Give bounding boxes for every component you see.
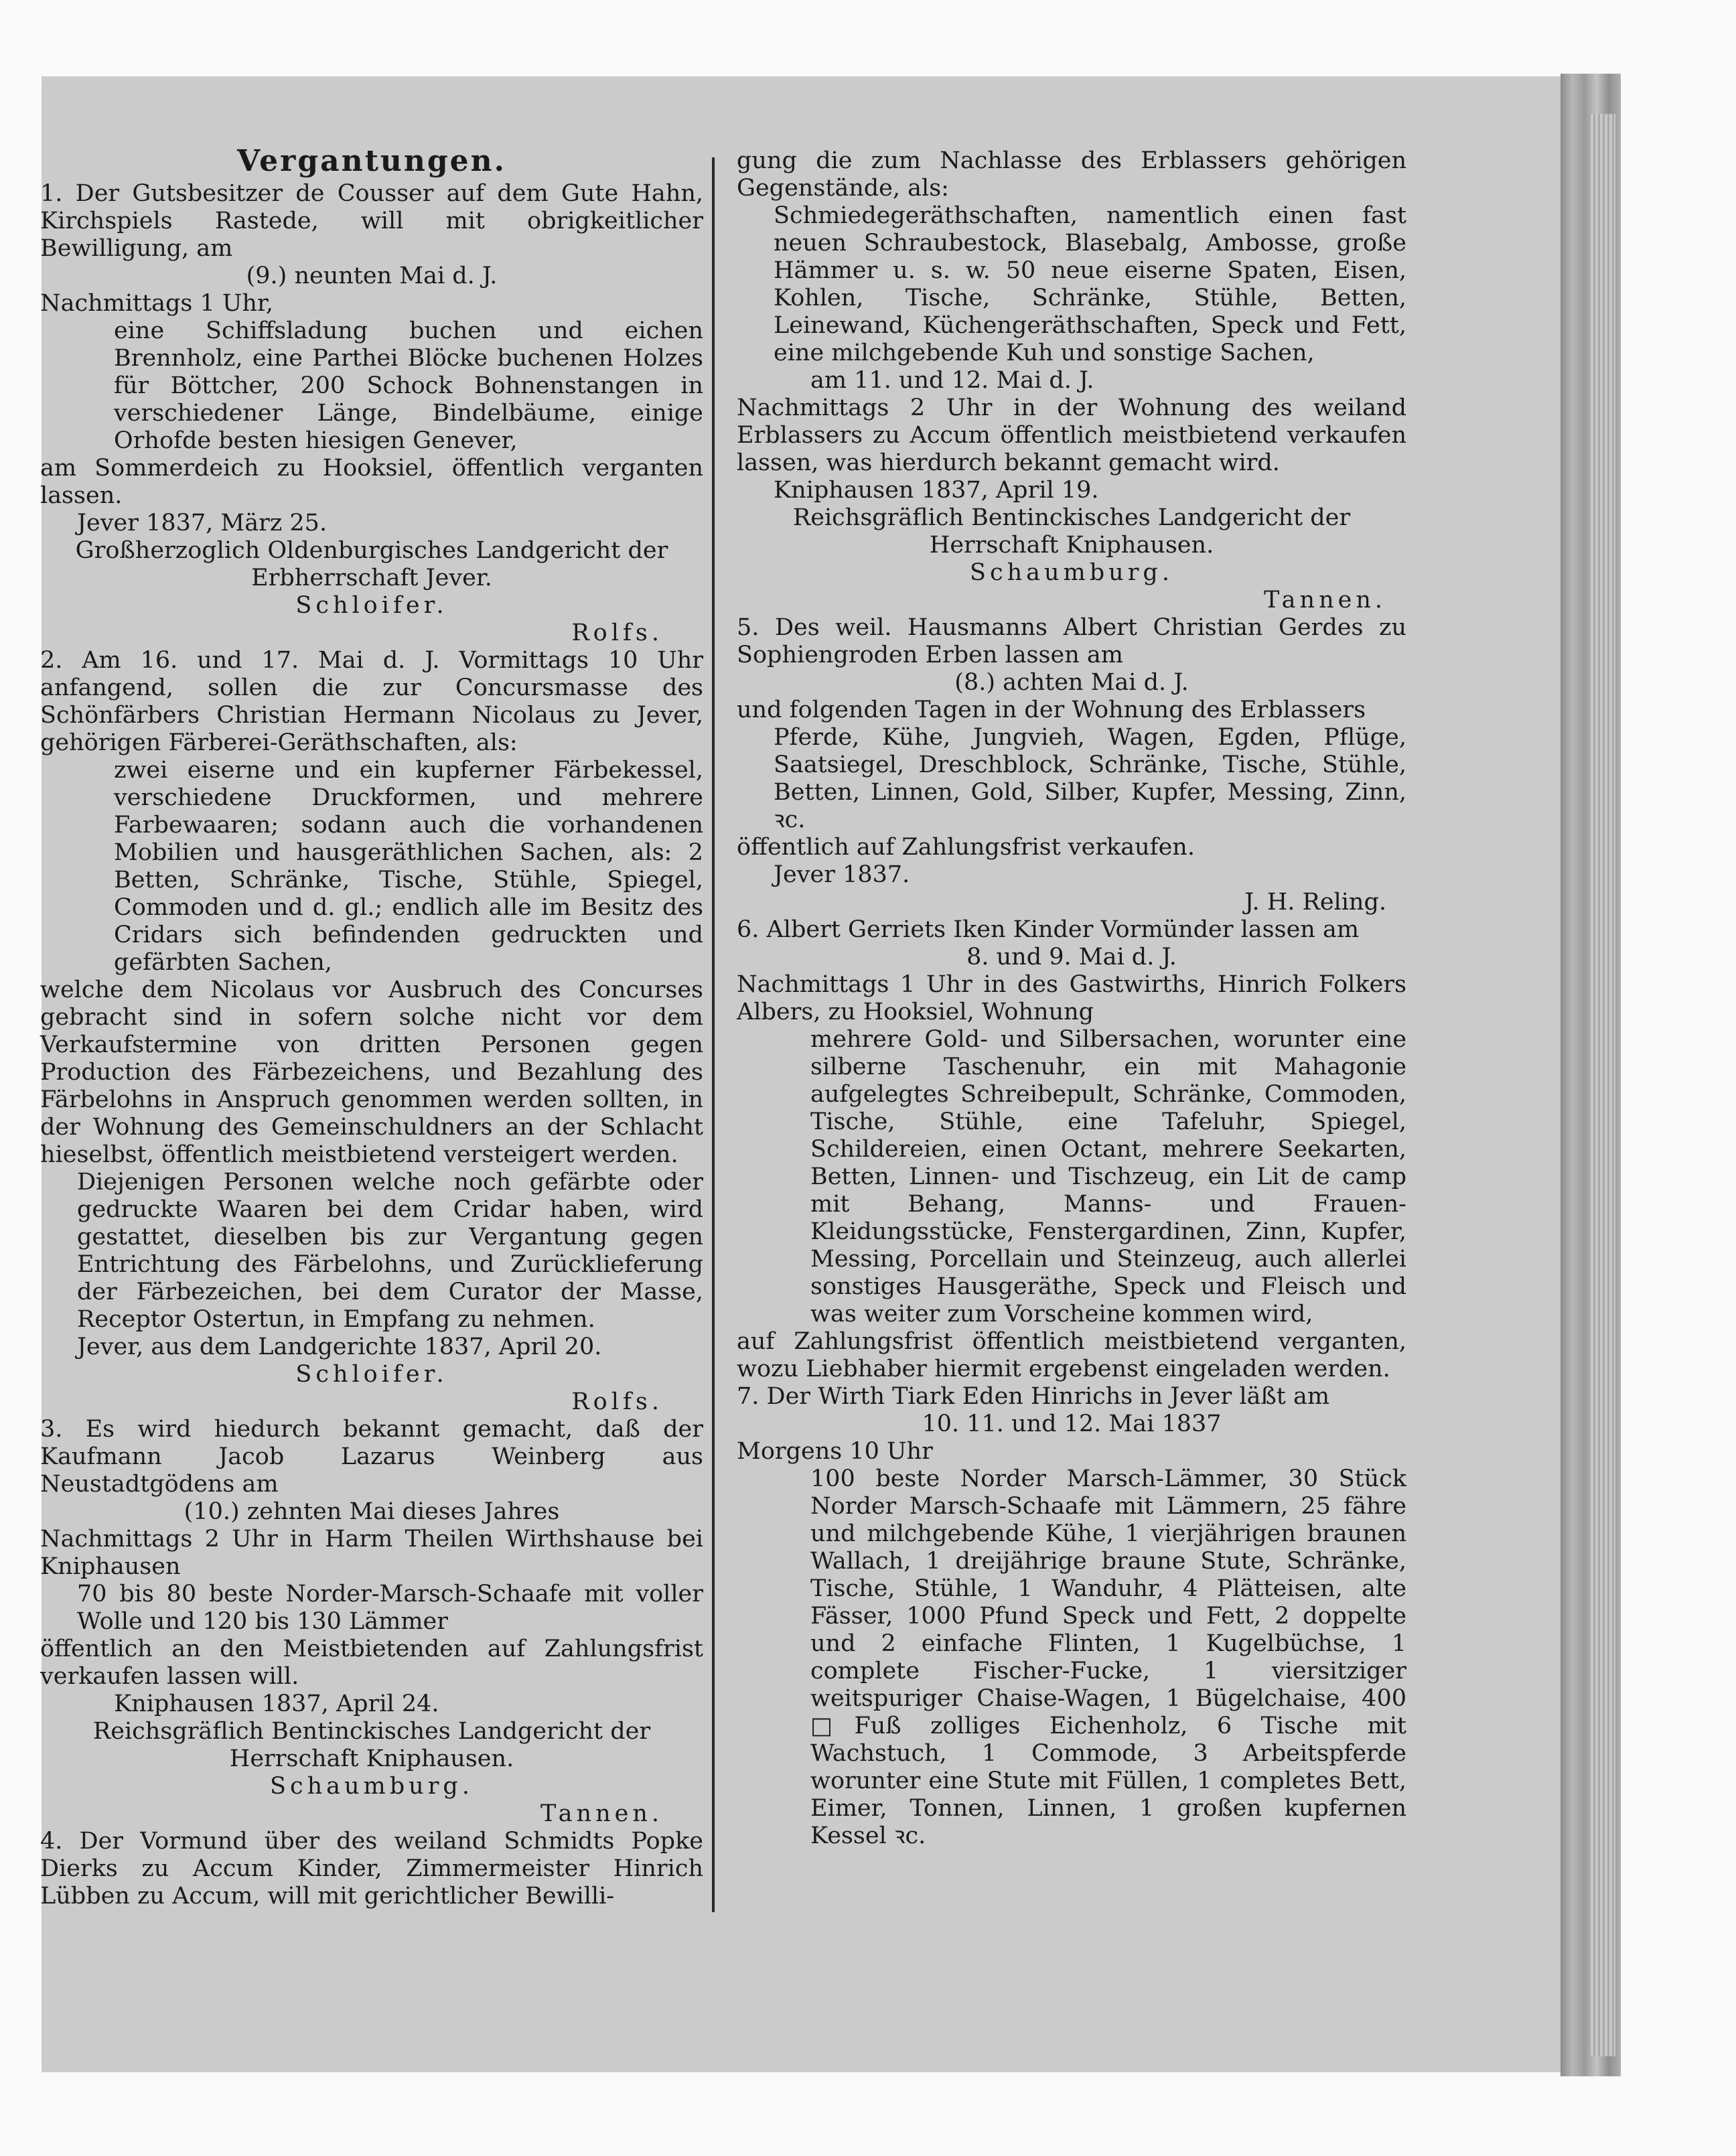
left-column-body: [40, 180, 703, 1910]
right-paragraph: J. H. Reling.: [1244, 889, 1386, 916]
left-paragraph: Diejenigen Personen welche noch gefärbte oder gedruckte Waaren bei dem Cridar haben, wird gestattet, dieselben bis zur Vergantung gegen Entrichtung des Färbelohns, und Zurücklieferung der Färbezeichen, bei dem Curator der Masse, Receptor Ostertun, in Empfang zu nehmen.: [77, 1169, 703, 1333]
page-stack-edge: [1589, 114, 1615, 2056]
left-paragraph: eine Schiffsladung buchen und eichen Brennholz, eine Parthei Blöcke buchenen Holzes für Böttcher, 200 Schock Bohnenstangen in verschiedener Länge, Bindelbäume, einige Orhofde besten hiesigen Genever,: [114, 317, 703, 454]
left-paragraph: Schloifer.: [295, 1361, 448, 1388]
right-paragraph: mehrere Gold- und Silbersachen, worunter eine silberne Taschenuhr, ein mit Mahagonie aufgelegtes Schreibepult, Schränke, Commoden, Tische, Stühle, eine Tafeluhr, Spiegel, Schildereien, einen Octant, mehrere Seekarten, Betten, Linnen- und Tischzeug, ein Lit de camp mit Behang, Manns- und Frauen-Kleidungsstücke, Fenstergardinen, Zinn, Kupfer, Messing, Porcellain und Steinzeug, auch allerlei sonstiges Hausgeräthe, Speck und Fleisch und was weiter zum Vorscheine kommen wird,: [810, 1026, 1406, 1327]
left-paragraph: Nachmittags 1 Uhr,: [40, 290, 273, 317]
left-paragraph: Rolfs.: [571, 620, 663, 646]
right-paragraph: Schaumburg.: [970, 559, 1173, 586]
right-column-body: [737, 147, 1406, 1850]
left-paragraph: 2. Am 16. und 17. Mai d. J. Vormittags 10 Uhr anfangend, sollen die zur Concursmasse des Schönfärbers Christian Hermann Nicolaus zu Jever, gehörigen Färberei-Geräthschaften, als:: [40, 647, 703, 756]
left-paragraph: 70 bis 80 beste Norder-Marsch-Schaafe mit voller Wolle und 120 bis 130 Lämmer: [77, 1581, 703, 1635]
column-rule: [712, 157, 715, 1912]
right-paragraph: (8.) achten Mai d. J.: [954, 669, 1189, 696]
right-paragraph: Nachmittags 1 Uhr in des Gastwirths, Hinrich Folkers Albers, zu Hooksiel, Wohnung: [737, 971, 1406, 1025]
left-paragraph: Tannen.: [540, 1800, 663, 1827]
right-paragraph: 7. Der Wirth Tiark Eden Hinrichs in Jever läßt am: [737, 1383, 1330, 1410]
left-paragraph: Jever, aus dem Landgerichte 1837, April 20.: [77, 1334, 602, 1360]
left-paragraph: 4. Der Vormund über des weiland Schmidts Popke Dierks zu Accum Kinder, Zimmermeister Hinrich Lübben zu Accum, will mit gerichtlicher Bewilli-: [40, 1828, 703, 1910]
left-paragraph: 1. Der Gutsbesitzer de Cousser auf dem Gute Hahn, Kirchspiels Rastede, will mit obrigkeitlicher Bewilligung, am: [40, 180, 703, 262]
right-paragraph: und folgenden Tagen in der Wohnung des Erblassers: [737, 697, 1366, 723]
left-paragraph: Jever 1837, März 25.: [77, 510, 328, 536]
right-paragraph: Pferde, Kühe, Jungvieh, Wagen, Egden, Pflüge, Saatsiegel, Dreschblock, Schränke, Tische, Stühle, Betten, Linnen, Gold, Silber, Kupfer, Messing, Zinn, ꝛc.: [774, 724, 1406, 833]
right-paragraph: Morgens 10 Uhr: [737, 1438, 933, 1465]
left-paragraph: welche dem Nicolaus vor Ausbruch des Concurses gebracht sind in sofern solche nicht vor dem Verkaufstermine von dritten Personen gegen Production des Färbezeichens, und Bezahlung des Färbelohns in Anspruch genommen werden sollten, in der Wohnung des Gemeinschuldners an der Schlacht hieselbst, öffentlich meistbietend versteigert werden.: [40, 977, 703, 1168]
right-paragraph: 10. 11. und 12. Mai 1837: [922, 1411, 1222, 1437]
right-paragraph: auf Zahlungsfrist öffentlich meistbietend verganten, wozu Liebhaber hiermit ergebenst eingeladen werden.: [737, 1328, 1406, 1382]
left-paragraph: zwei eiserne und ein kupferner Färbekessel, verschiedene Druckformen, und mehrere Farbewaaren; sodann auch die vorhandenen Mobilien und hausgeräthlichen Sachen, als: 2 Betten, Schränke, Tische, Stühle, Spiegel, Commoden und d. gl.; endlich alle im Besitz des Cridars sich befindenden gedruckten und gefärbten Sachen,: [114, 757, 703, 976]
right-paragraph: öffentlich auf Zahlungsfrist verkaufen.: [737, 834, 1195, 861]
left-paragraph: Schloifer.: [295, 592, 448, 619]
right-paragraph: 100 beste Norder Marsch-Lämmer, 30 Stück Norder Marsch-Schaafe mit Lämmern, 25 fähre und milchgebende Kühe, 1 vierjährigen braunen Wallach, 1 dreijährige braune Stute, Schränke, Tische, Stühle, 1 Wanduhr, 4 Plätteisen, alte Fässer, 1000 Pfund Speck und Fett, 2 doppelte und 2 einfache Flinten, 1 Kugelbüchse, 1 complete Fischer-Fucke, 1 viersitziger weitspuriger Chaise-Wagen, 1 Bügelchaise, 400 □Fuß zolliges Eichenholz, 6 Tische mit Wachstuch, 1 Commode, 3 Arbeitspferde worunter eine Stute mit Füllen, 1 completes Bett, Eimer, Tonnen, Linnen, 1 großen kupfernen Kessel ꝛc.: [810, 1465, 1406, 1849]
right-paragraph: Jever 1837.: [774, 861, 910, 888]
right-paragraph: 8. und 9. Mai d. J.: [966, 944, 1177, 971]
right-paragraph: Kniphausen 1837, April 19.: [774, 477, 1099, 504]
right-paragraph: Reichsgräflich Bentinckisches Landgericht der Herrschaft Kniphausen.: [792, 504, 1351, 559]
left-paragraph: Rolfs.: [571, 1388, 663, 1415]
right-column: [737, 147, 1406, 1850]
right-paragraph: 5. Des weil. Hausmanns Albert Christian Gerdes zu Sophiengroden Erben lassen am: [737, 614, 1406, 668]
left-paragraph: Nachmittags 2 Uhr in Harm Theilen Wirthshause bei Kniphausen: [40, 1526, 703, 1580]
left-paragraph: Reichsgräflich Bentinckisches Landgericht der Herrschaft Kniphausen.: [92, 1718, 651, 1772]
right-paragraph: Tannen.: [1264, 587, 1386, 614]
section-heading: Vergantungen.: [237, 144, 506, 178]
left-paragraph: Schaumburg.: [270, 1773, 474, 1800]
left-paragraph: Kniphausen 1837, April 24.: [114, 1691, 439, 1717]
left-paragraph: öffentlich an den Meistbietenden auf Zahlungsfrist verkaufen lassen will.: [40, 1636, 703, 1690]
left-paragraph: 3. Es wird hiedurch bekannt gemacht, daß der Kaufmann Jacob Lazarus Weinberg aus Neustadtgödens am: [40, 1416, 703, 1498]
left-column: [40, 144, 703, 1910]
left-paragraph: Großherzoglich Oldenburgisches Landgericht der Erbherrschaft Jever.: [75, 537, 668, 591]
right-paragraph: Nachmittags 2 Uhr in der Wohnung des weiland Erblassers zu Accum öffentlich meistbietend verkaufen lassen, was hierdurch bekannt gemacht wird.: [737, 394, 1406, 476]
right-paragraph: Schmiedegeräthschaften, namentlich einen fast neuen Schraubestock, Blasebalg, Ambosse, große Hämmer u. s. w. 50 neue eiserne Spaten, Eisen, Kohlen, Tische, Schränke, Stühle, Betten, Leinewand, Küchengeräthschaften, Speck und Fett, eine milchgebende Kuh und sonstige Sachen,: [774, 202, 1406, 366]
left-paragraph: am Sommerdeich zu Hooksiel, öffentlich verganten lassen.: [40, 455, 703, 509]
right-paragraph: 6. Albert Gerriets Iken Kinder Vormünder lassen am: [737, 916, 1360, 943]
left-paragraph: (10.) zehnten Mai dieses Jahres: [184, 1498, 560, 1525]
right-paragraph: am 11. und 12. Mai d. J.: [810, 367, 1094, 394]
right-paragraph: gung die zum Nachlasse des Erblassers gehörigen Gegenstände, als:: [737, 147, 1406, 202]
left-paragraph: (9.) neunten Mai d. J.: [246, 263, 498, 289]
